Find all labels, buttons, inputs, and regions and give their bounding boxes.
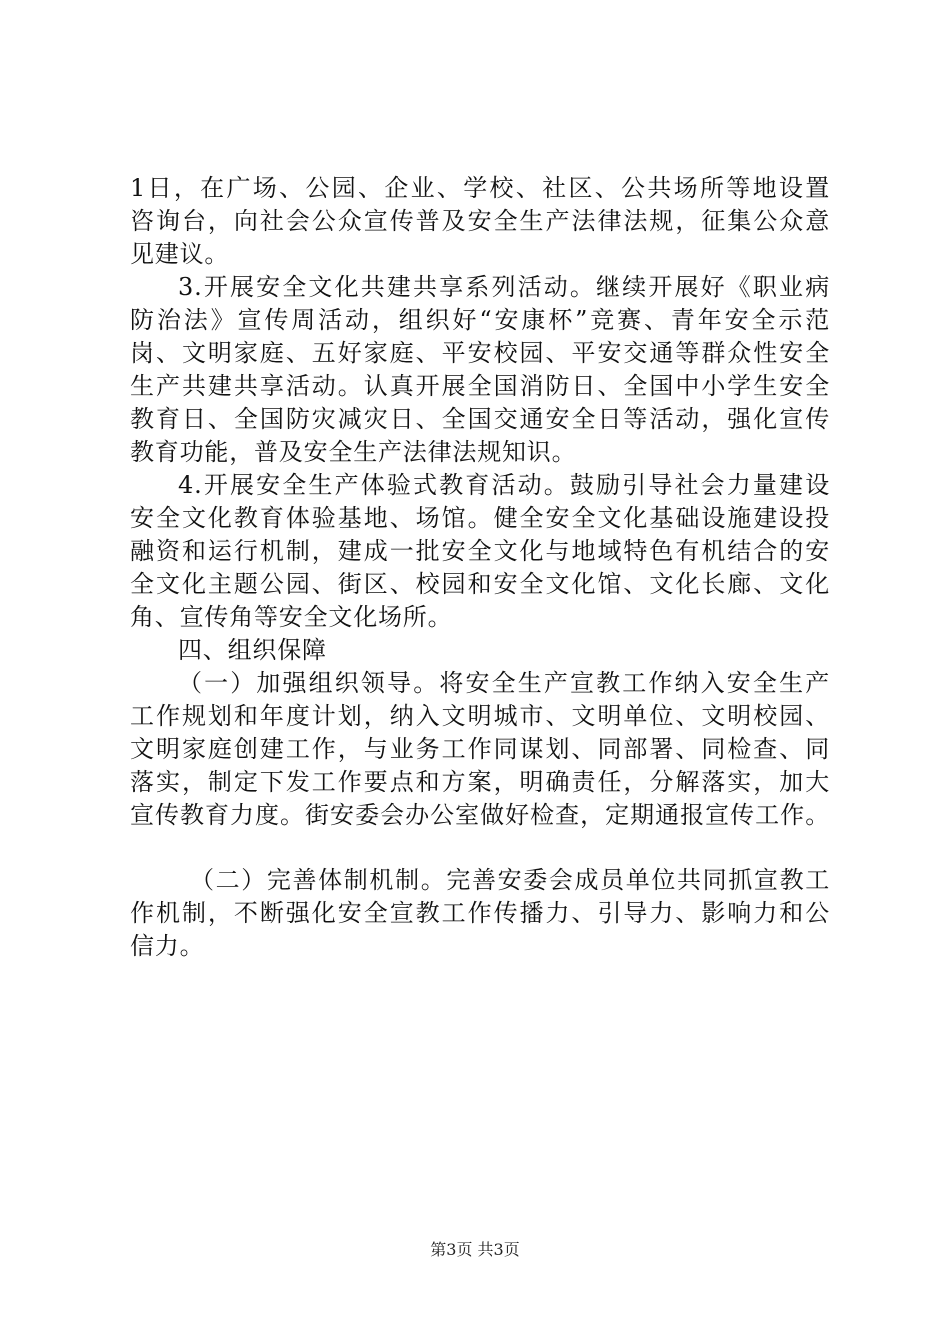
- text-line: 作机制，不断强化安全宣教工作传播力、引导力、影响力和公: [130, 899, 830, 927]
- paragraph-4: [130, 667, 830, 832]
- paragraph-gap: [130, 832, 830, 864]
- text-line: （二）完善体制机制。完善安委会成员单位共同抓宣教工: [190, 866, 830, 894]
- text-line: 工作规划和年度计划，纳入文明城市、文明单位、文明校园、: [130, 702, 830, 730]
- text-line: 防治法》宣传周活动，组织好“安康杯”竞赛、青年安全示范: [130, 306, 830, 334]
- text-line: 1日，在广场、公园、企业、学校、社区、公共场所等地设置: [130, 174, 830, 202]
- paragraph-2: [130, 271, 830, 469]
- text-line: 见建议。: [130, 240, 230, 268]
- text-line: 全文化主题公园、街区、校园和安全文化馆、文化长廊、文化: [130, 570, 830, 598]
- text-line: 文明家庭创建工作，与业务工作同谋划、同部署、同检查、同: [130, 735, 830, 763]
- section-title: 四、组织保障: [178, 636, 327, 664]
- text-line: 角、宣传角等安全文化场所。: [130, 603, 453, 631]
- text-line: 4.开展安全生产体验式教育活动。鼓励引导社会力量建设: [178, 471, 830, 499]
- paragraph-1: [130, 172, 830, 271]
- text-line: 融资和运行机制，建成一批安全文化与地域特色有机结合的安: [130, 537, 830, 565]
- text-line: 教育日、全国防灾减灾日、全国交通安全日等活动，强化宣传: [130, 405, 830, 433]
- text-line: 生产共建共享活动。认真开展全国消防日、全国中小学生安全: [130, 372, 830, 400]
- text-line: 3.开展安全文化共建共享系列活动。继续开展好《职业病: [178, 273, 830, 301]
- text-line: （一）加强组织领导。将安全生产宣教工作纳入安全生产: [178, 669, 830, 697]
- text-line: 岗、文明家庭、五好家庭、平安校园、平安交通等群众性安全: [130, 339, 830, 367]
- page-number: 第3页 共3页: [430, 1240, 520, 1259]
- text-line: 宣传教育力度。街安委会办公室做好检查，定期通报宣传工作。: [130, 801, 830, 829]
- text-line: 安全文化教育体验基地、场馆。健全安全文化基础设施建设投: [130, 504, 830, 532]
- text-line: 教育功能，普及安全生产法律法规知识。: [130, 438, 577, 466]
- paragraph-3: [130, 469, 830, 634]
- paragraph-5: [130, 864, 830, 963]
- text-line: 咨询台，向社会公众宣传普及安全生产法律法规，征集公众意: [130, 207, 830, 235]
- text-line: 落实，制定下发工作要点和方案，明确责任，分解落实，加大: [130, 768, 830, 796]
- document-body: [130, 172, 830, 963]
- section-heading: [130, 634, 830, 667]
- text-line: 信力。: [130, 932, 205, 960]
- page-footer: [0, 1240, 950, 1260]
